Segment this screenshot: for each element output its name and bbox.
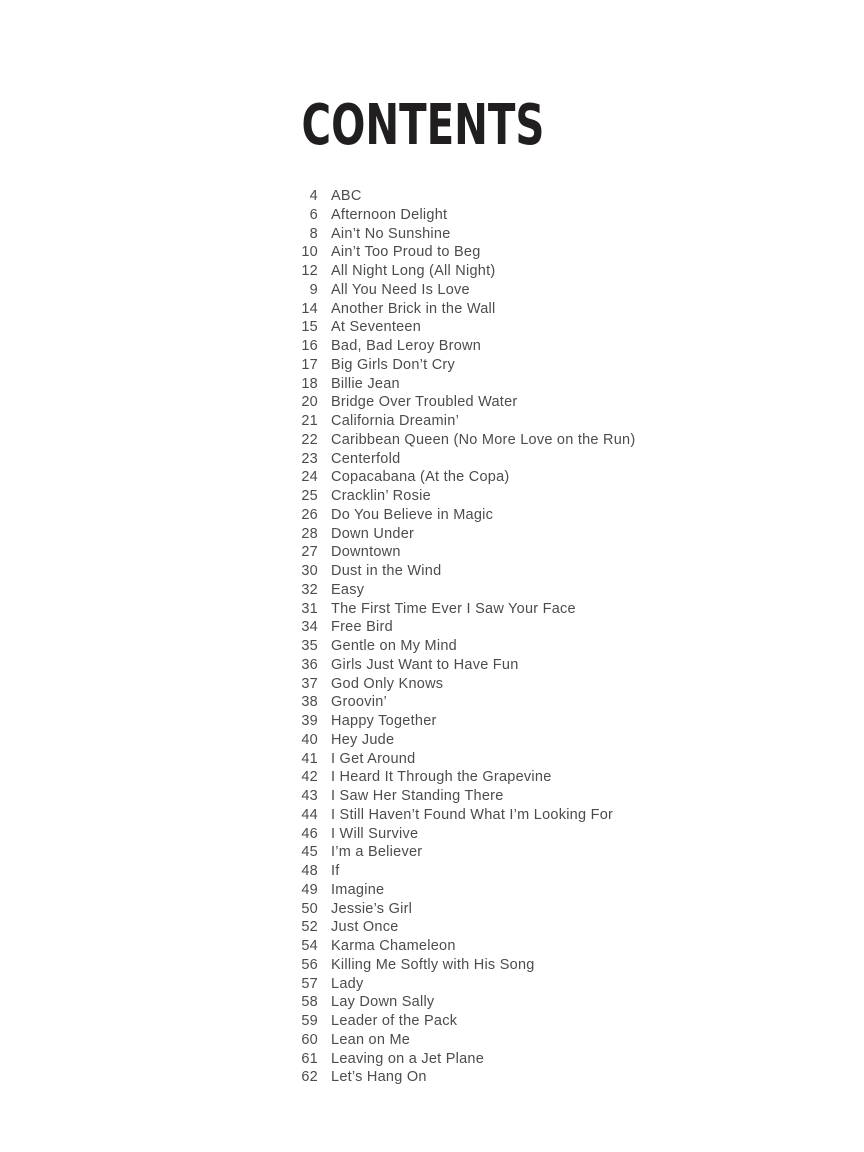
entry-page-number: 57 — [301, 975, 318, 992]
contents-entry — [292, 412, 635, 431]
entry-page-number: 39 — [301, 713, 318, 729]
entry-page-number: 10 — [301, 244, 318, 261]
entry-title: Leaving on a Jet Plane — [331, 1050, 485, 1067]
contents-entry — [292, 881, 635, 900]
entry-title: The First Time Ever I Saw Your Face — [331, 600, 576, 617]
entry-title: I Still Haven’t Found What I’m Looking For — [331, 806, 614, 823]
entry-title: Ain’t Too Proud to Beg — [331, 244, 481, 261]
entry-page-number: 26 — [301, 506, 318, 523]
entry-title: Another Brick in the Wall — [331, 300, 496, 317]
contents-entry — [292, 1068, 635, 1087]
entry-title: Dust in the Wind — [331, 563, 442, 579]
contents-entry — [292, 1012, 635, 1031]
entry-title: Happy Together — [331, 713, 437, 729]
contents-entry — [292, 1050, 635, 1069]
entry-page-number: 56 — [301, 956, 318, 973]
contents-entry — [292, 281, 635, 300]
contents-entry — [292, 543, 635, 562]
entry-title: Billie Jean — [331, 375, 400, 392]
entry-page-number: 44 — [301, 806, 318, 823]
entry-title: I Heard It Through the Grapevine — [331, 769, 552, 786]
entry-page-number: 6 — [309, 206, 318, 223]
entry-page-number: 9 — [309, 281, 318, 298]
entry-title: Free Bird — [331, 619, 393, 636]
entry-title: Girls Just Want to Have Fun — [331, 656, 519, 673]
entry-page-number: 59 — [301, 1013, 318, 1029]
entry-title: Bad, Bad Leroy Brown — [331, 338, 482, 354]
entry-title: All You Need Is Love — [331, 281, 470, 298]
contents-entry — [292, 618, 635, 637]
contents-entry — [292, 431, 635, 450]
contents-entry — [292, 468, 635, 487]
entry-page-number: 20 — [301, 394, 318, 411]
contents-entry — [292, 975, 635, 994]
entry-title: Caribbean Queen (No More Love on the Run) — [331, 431, 636, 448]
entry-title: Just Once — [331, 919, 399, 936]
entry-title: Do You Believe in Magic — [331, 506, 494, 523]
entry-page-number: 52 — [301, 919, 318, 936]
entry-page-number: 35 — [301, 638, 318, 654]
entry-title: Hey Jude — [331, 731, 395, 748]
entry-title: I Get Around — [331, 750, 416, 767]
entry-title: Gentle on My Mind — [331, 638, 457, 654]
entry-title: California Dreamin’ — [331, 413, 460, 429]
contents-entry — [292, 1031, 635, 1050]
entry-title: If — [331, 863, 340, 879]
contents-entry — [292, 243, 635, 262]
entry-title: I Saw Her Standing There — [331, 788, 504, 804]
entry-title: Let’s Hang On — [331, 1069, 427, 1086]
entry-page-number: 45 — [301, 844, 318, 861]
entry-page-number: 4 — [309, 188, 318, 204]
contents-entry — [292, 206, 635, 225]
entry-title: Centerfold — [331, 450, 401, 467]
entry-page-number: 54 — [301, 938, 318, 954]
entry-title: Lean on Me — [331, 1031, 411, 1048]
contents-entry — [292, 300, 635, 319]
entry-page-number: 58 — [301, 994, 318, 1011]
entry-page-number: 42 — [301, 769, 318, 786]
entry-title: Cracklin’ Rosie — [331, 488, 431, 504]
entry-title: Karma Chameleon — [331, 938, 456, 954]
contents-entry — [292, 918, 635, 937]
entry-page-number: 50 — [301, 900, 318, 917]
entry-page-number: 48 — [301, 863, 318, 879]
contents-entry — [292, 787, 635, 806]
entry-page-number: 30 — [301, 563, 318, 579]
contents-entry — [292, 393, 635, 412]
entry-page-number: 12 — [301, 263, 318, 279]
entry-page-number: 61 — [301, 1050, 318, 1067]
contents-entry — [292, 806, 635, 825]
contents-entry — [292, 337, 635, 356]
entry-page-number: 14 — [301, 300, 318, 317]
entry-page-number: 22 — [301, 431, 318, 448]
page-title: CONTENTS — [301, 93, 545, 158]
contents-entry — [292, 581, 635, 600]
entry-title: Down Under — [331, 525, 415, 542]
entry-page-number: 62 — [301, 1069, 318, 1086]
contents-entry — [292, 750, 635, 769]
entry-page-number: 37 — [301, 675, 318, 692]
contents-entry — [292, 562, 635, 581]
contents-entry — [292, 993, 635, 1012]
entry-title: I Will Survive — [331, 825, 419, 842]
entry-title: Afternoon Delight — [331, 206, 448, 223]
contents-entry — [292, 825, 635, 844]
entry-page-number: 28 — [301, 525, 318, 542]
entry-title: God Only Knows — [331, 675, 444, 692]
contents-entry — [292, 375, 635, 394]
entry-page-number: 16 — [301, 338, 318, 354]
entry-title: Groovin’ — [331, 694, 387, 711]
contents-entry — [292, 450, 635, 469]
entry-title: Downtown — [331, 544, 401, 561]
entry-title: Bridge Over Troubled Water — [331, 394, 518, 411]
contents-list — [292, 187, 635, 1087]
entry-page-number: 40 — [301, 731, 318, 748]
entry-title: All Night Long (All Night) — [331, 263, 496, 279]
entry-page-number: 8 — [309, 225, 318, 242]
contents-entry — [292, 637, 635, 656]
entry-page-number: 34 — [301, 619, 318, 636]
contents-entry — [292, 937, 635, 956]
contents-entry — [292, 356, 635, 375]
contents-entry — [292, 693, 635, 712]
contents-entry — [292, 712, 635, 731]
entry-page-number: 25 — [301, 488, 318, 504]
entry-page-number: 15 — [301, 319, 318, 336]
entry-title: I’m a Believer — [331, 844, 423, 861]
entry-title: Lay Down Sally — [331, 994, 435, 1011]
entry-title: Ain’t No Sunshine — [331, 225, 451, 242]
entry-page-number: 41 — [301, 750, 318, 767]
contents-entry — [292, 600, 635, 619]
contents-entry — [292, 956, 635, 975]
entry-title: Big Girls Don’t Cry — [331, 356, 455, 373]
contents-entry — [292, 225, 635, 244]
entry-title: Jessie’s Girl — [331, 900, 413, 917]
entry-title: Killing Me Softly with His Song — [331, 956, 535, 973]
contents-entry — [292, 675, 635, 694]
contents-entry — [292, 731, 635, 750]
entry-page-number: 49 — [301, 881, 318, 898]
entry-title: Easy — [331, 581, 365, 598]
contents-entry — [292, 262, 635, 281]
entry-title: Lady — [331, 975, 364, 992]
entry-page-number: 18 — [301, 375, 318, 392]
entry-title: At Seventeen — [331, 319, 422, 336]
entry-page-number: 21 — [301, 413, 318, 429]
entry-page-number: 32 — [301, 581, 318, 598]
contents-entry — [292, 525, 635, 544]
contents-entry — [292, 900, 635, 919]
contents-entry — [292, 843, 635, 862]
contents-entry — [292, 506, 635, 525]
contents-entry — [292, 862, 635, 881]
entry-page-number: 46 — [301, 825, 318, 842]
contents-entry — [292, 768, 635, 787]
entry-title: Imagine — [331, 881, 385, 898]
contents-entry — [292, 487, 635, 506]
entry-page-number: 17 — [301, 356, 318, 373]
contents-entry — [292, 187, 635, 206]
entry-page-number: 27 — [301, 544, 318, 561]
entry-page-number: 36 — [301, 656, 318, 673]
contents-entry — [292, 318, 635, 337]
entry-page-number: 31 — [301, 600, 318, 617]
entry-title: Copacabana (At the Copa) — [331, 469, 510, 486]
contents-entry — [292, 656, 635, 675]
entry-page-number: 23 — [301, 450, 318, 467]
entry-title: Leader of the Pack — [331, 1013, 458, 1029]
entry-title: ABC — [331, 188, 362, 204]
entry-page-number: 38 — [301, 694, 318, 711]
entry-page-number: 43 — [301, 788, 318, 804]
entry-page-number: 60 — [301, 1031, 318, 1048]
entry-page-number: 24 — [301, 469, 318, 486]
